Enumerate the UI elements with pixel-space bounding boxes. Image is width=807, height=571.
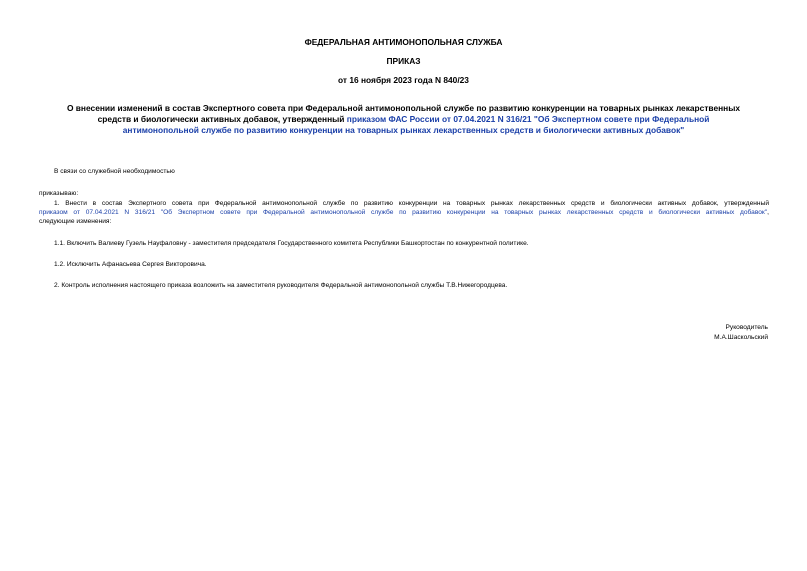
document-title	[40, 103, 767, 136]
item-1-paragraph	[39, 199, 769, 226]
item-2-paragraph: 2. Контроль исполнения настоящего приказа возложить на заместителя руководителя Федеральной антимонопольной службы Т.В.Нижегородцева.	[54, 282, 508, 289]
intro-paragraph: В связи со служебной необходимостью	[54, 168, 175, 175]
signature-position: Руководитель	[725, 324, 768, 331]
item-1-line-3: следующие изменения:	[39, 218, 112, 225]
agency-name: ФЕДЕРАЛЬНАЯ АНТИМОНОПОЛЬНАЯ СЛУЖБА	[304, 37, 503, 47]
signature-name: М.А.Шаскольский	[714, 334, 768, 341]
title-line-1: О внесении изменений в состав Экспертного совета при Федеральной антимонопольной службе по развитию конкуренции на товарных рынках лекарственных	[66, 103, 741, 113]
document-type: ПРИКАЗ	[386, 56, 421, 66]
item-1-order-link[interactable]: приказом от 07.04.2021 N 316/21 "Об Экспертном совете при Федеральной антимонопольной службе по развитию конкуренции на товарных рынках лекарственных средств и биологически активных добавок"	[39, 209, 768, 216]
title-link-part-2: антимонопольной службе по развитию конкуренции на товарных рынках лекарственных средств и биологически активных добавок"	[122, 125, 685, 135]
document-date-number: от 16 ноября 2023 года N 840/23	[338, 75, 469, 85]
order-word: приказываю:	[39, 190, 79, 197]
title-line-2-prefix: средств и биологически активных добавок, утвержденный	[97, 114, 347, 124]
item-1-line-1: 1. Внести в состав Экспертного совета при Федеральной антимонопольной службе по развитию конкуренции на товарных рынках лекарственных средств и биологически активных добавок, утвержденный	[54, 200, 769, 207]
title-link-part-1: приказом ФАС России от 07.04.2021 N 316/21 "Об Экспертном совете при Федеральной	[346, 114, 710, 124]
item-1-link-suffix: ,	[767, 209, 769, 216]
item-1-line-2	[39, 208, 769, 217]
item-1-1-paragraph: 1.1. Включить Валиеву Гузель Науфаловну - заместителя председателя Государственного комитета Республики Башкортостан по конкурентной политике.	[54, 240, 529, 247]
item-1-2-paragraph: 1.2. Исключить Афанасьева Сергея Викторовича.	[54, 261, 207, 268]
